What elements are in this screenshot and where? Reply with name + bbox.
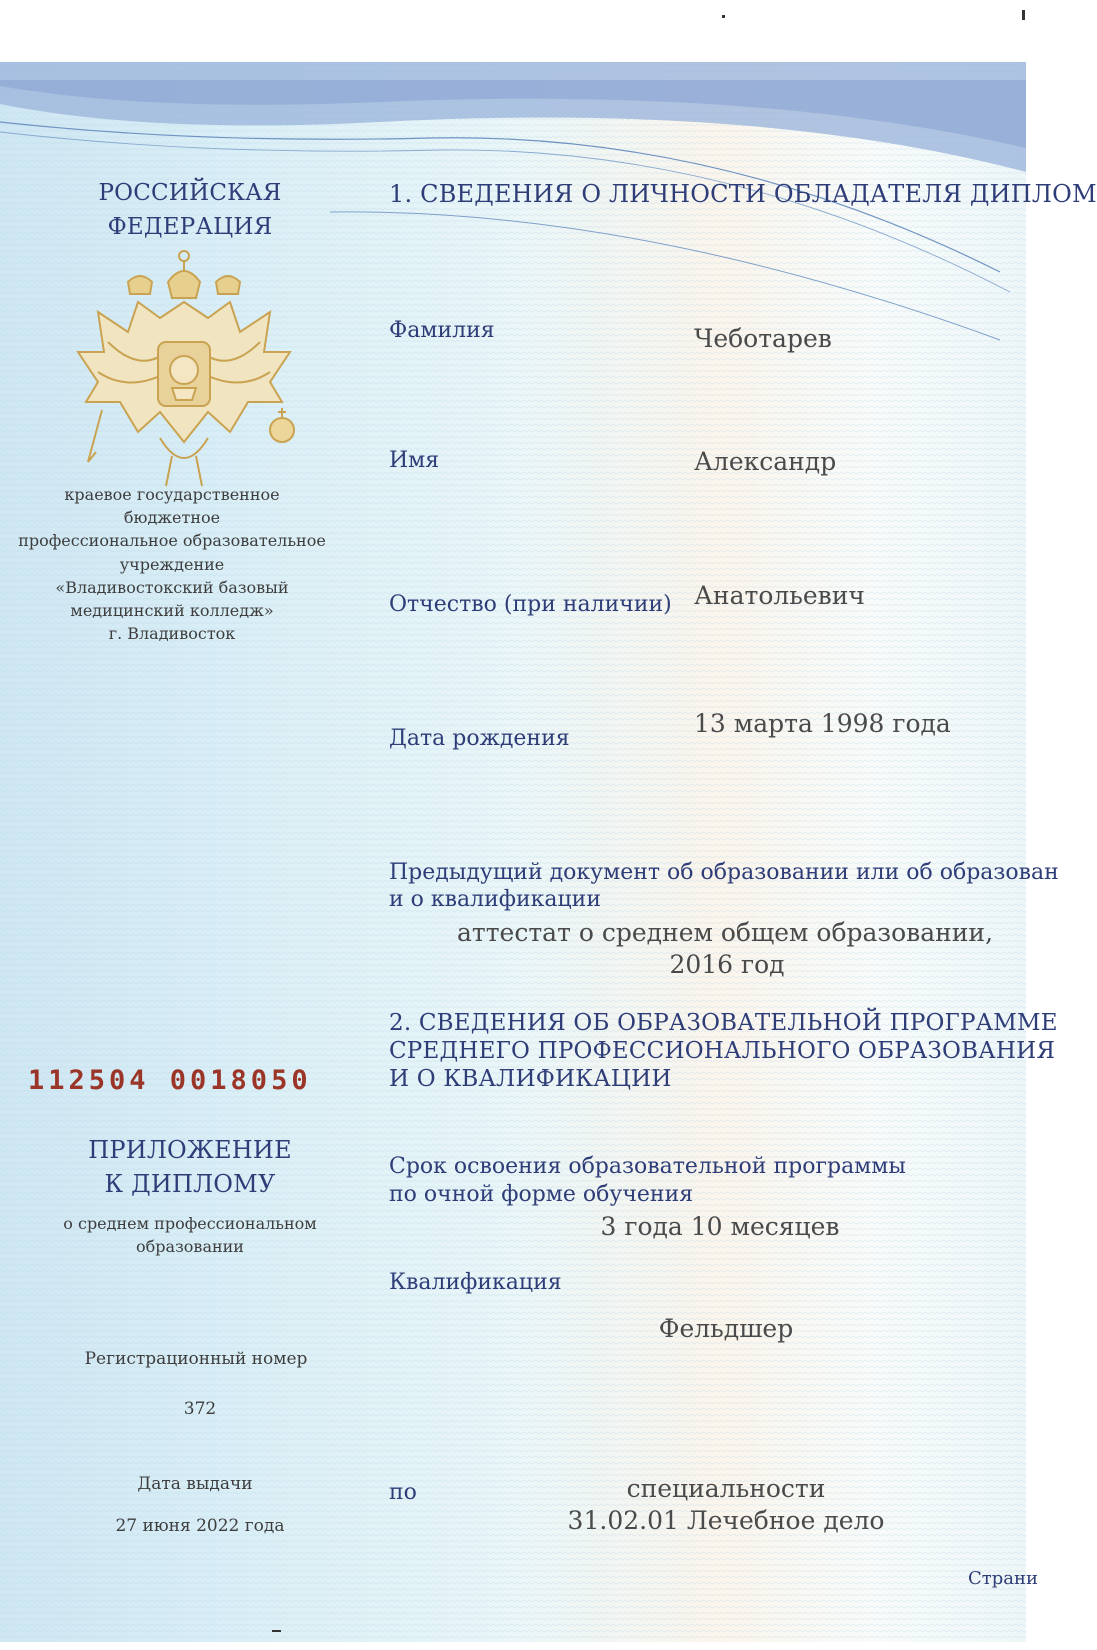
scan-speck	[1022, 10, 1025, 20]
registration-value: 372	[183, 1399, 217, 1419]
first-name-label: Имя	[389, 448, 440, 473]
study-duration-value: 3 года 10 месяцев	[600, 1212, 840, 1241]
qualification-value: Фельдшер	[658, 1314, 794, 1343]
section2-heading-line2: СРЕДНЕГО ПРОФЕССИОНАЛЬНОГО ОБРАЗОВАНИЯ	[389, 1038, 1056, 1064]
scan-speck	[722, 15, 725, 18]
institution-line6: медицинский колледж»	[70, 601, 274, 620]
qualification-label: Квалификация	[389, 1270, 562, 1295]
country-name-line1: РОССИЙСКАЯ	[98, 180, 282, 206]
previous-document-value-line1: аттестат о среднем общем образовании,	[456, 918, 994, 947]
supplement-subtitle-line2: образовании	[136, 1237, 244, 1256]
previous-document-label-line2: и о квалификации	[389, 887, 602, 912]
registration-label: Регистрационный номер	[84, 1349, 308, 1369]
country-name-line2: ФЕДЕРАЦИЯ	[107, 214, 273, 240]
birth-date-value: 13 марта 1998 года	[694, 709, 951, 738]
institution-line2: бюджетное	[123, 508, 221, 527]
scan-speck	[272, 1630, 281, 1632]
section2-heading-line1: 2. СВЕДЕНИЯ ОБ ОБРАЗОВАТЕЛЬНОЙ ПРОГРАММЕ	[389, 1010, 1058, 1036]
supplement-title-line1: ПРИЛОЖЕНИЕ	[88, 1136, 292, 1164]
first-name-value: Александр	[694, 447, 837, 476]
page-label: Страни	[968, 1568, 1038, 1589]
specialty-label: специальности	[626, 1474, 826, 1503]
supplement-subtitle-line1: о среднем профессиональном	[63, 1214, 317, 1233]
surname-value: Чеботарев	[694, 324, 832, 353]
institution-line3: профессиональное образовательное	[18, 531, 326, 550]
study-duration-label-line1: Срок освоения образовательной программы	[389, 1154, 906, 1179]
diploma-supplement-page	[0, 62, 1097, 1642]
specialty-value: 31.02.01 Лечебное дело	[567, 1506, 885, 1535]
supplement-title-line2: К ДИПЛОМУ	[104, 1170, 276, 1198]
institution-line4: учреждение	[119, 555, 225, 574]
patronymic-label: Отчество (при наличии)	[389, 592, 672, 617]
surname-label: Фамилия	[389, 318, 495, 343]
issue-date-label: Дата выдачи	[137, 1474, 253, 1494]
specialty-by-label: по	[389, 1480, 417, 1505]
study-duration-label-line2: по очной форме обучения	[389, 1182, 694, 1207]
issue-date-value: 27 июня 2022 года	[115, 1516, 285, 1536]
institution-line1: краевое государственное	[64, 485, 280, 504]
institution-line5: «Владивостокский базовый	[55, 578, 289, 597]
birth-date-label: Дата рождения	[389, 726, 570, 751]
patronymic-value: Анатольевич	[694, 581, 865, 610]
coat-of-arms-icon	[68, 242, 300, 492]
previous-document-value-line2: 2016 год	[669, 950, 785, 979]
previous-document-label-line1: Предыдущий документ об образовании или об образован	[389, 860, 1059, 885]
serial-number: 112504 0018050	[28, 1065, 312, 1096]
institution-line7: г. Владивосток	[108, 624, 236, 643]
section2-heading-line3: И О КВАЛИФИКАЦИИ	[389, 1066, 672, 1092]
section1-heading: 1. СВЕДЕНИЯ О ЛИЧНОСТИ ОБЛАДАТЕЛЯ ДИПЛОМ	[389, 180, 1097, 208]
